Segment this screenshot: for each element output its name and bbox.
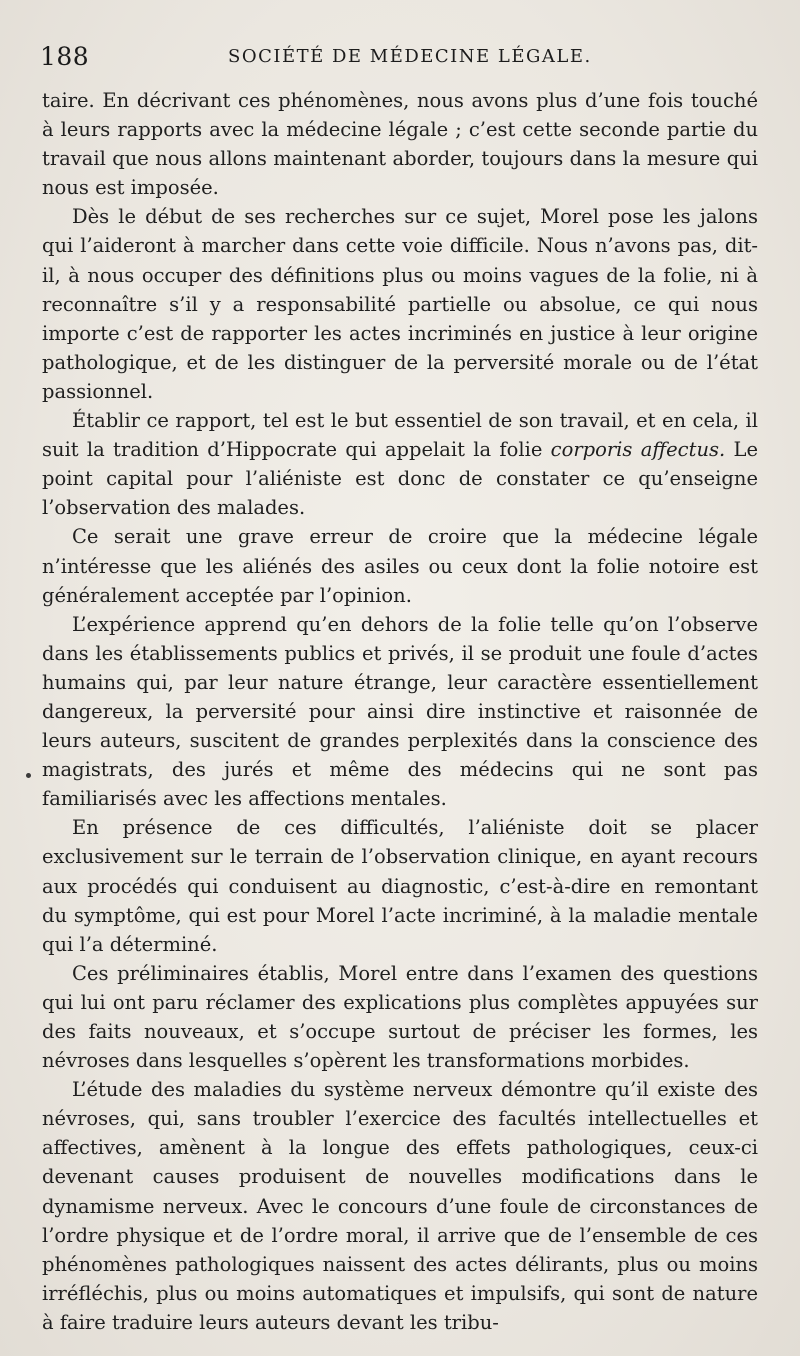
paragraph-5: L’expérience apprend qu’en dehors de la folie telle qu’on l’observe dans les établissements publics et privés, il se produit une foule d’actes humains qui, par leur nature étrange, leur caractère essentiellement dangereux, la perversité pour ainsi dire instinctive et raisonnée de leurs auteurs, suscitent de grandes perplexités dans la conscience des magistrats, des jurés et même des médecins qui ne sont pas familiarisés avec les affections mentales. [42, 612, 758, 811]
paragraph-3-latin-phrase: corporis affectus. [550, 438, 726, 462]
paragraph-1: taire. En décrivant ces phénomènes, nous avons plus d’une fois touché à leurs rapports avec la médecine légale ; c’est cette seconde partie du travail que nous allons maintenant aborder, toujours dans la mesure qui nous est imposée. [42, 89, 758, 200]
ink-speck [26, 773, 31, 778]
paragraph-3-text-a: Établir ce rapport, tel est le but essentiel de son travail, et en cela, il suit la tradition d’Hippocrate qui appelait la folie [42, 409, 758, 462]
paragraph-2: Dès le début de ses recherches sur ce sujet, Morel pose les jalons qui l’aideront à marcher dans cette voie difficile. Nous n’avons pas, dit-il, à nous occuper des définitions plus ou moins vagues de la folie, ni à reconnaître s’il y a responsabilité partielle ou absolue, ce qui nous importe c’est de rapporter les actes incriminés en justice à leur origine pathologique, et de les distinguer de la perversité morale ou de l’état passionnel. [42, 205, 758, 403]
paragraph-8: L’étude des maladies du système nerveux démontre qu’il existe des névroses, qui, sans troubler l’exercice des facultés intellectuelles et affectives, amènent à la longue des effets pathologiques, ceux-ci devenant causes produisent de nouvelles modifications dans le dynamisme nerveux. Avec le concours d’une foule de circonstances de l’ordre physique et de l’ordre moral, il arrive que de l’ensemble de ces phénomènes pathologiques naissent des actes délirants, plus ou moins irréfléchis, plus ou moins automatiques et impulsifs, qui sont de nature à faire traduire leurs auteurs devant les tribu- [42, 1078, 758, 1334]
body-text [42, 86, 758, 1337]
page-header [40, 40, 760, 76]
paragraph-6: En présence de ces difficultés, l’aliéniste doit se placer exclusivement sur le terrain de l’observation clinique, en ayant recours aux procédés qui conduisent au diagnostic, c’est-à-dire en remontant du symptôme, qui est pour Morel l’acte incriminé, à la maladie mentale qui l’a déterminé. [42, 816, 758, 956]
running-head: SOCIÉTÉ DE MÉDECINE LÉGALE. [228, 46, 592, 67]
page-number: 188 [40, 42, 90, 71]
paragraph-3-text-b: Le point capital pour l’aliéniste est donc de constater ce qu’enseigne l’observation des malades. [42, 438, 758, 520]
paragraph-4: Ce serait une grave erreur de croire que la médecine légale n’intéresse que les aliénés des asiles ou ceux dont la folie notoire est généralement acceptée par l’opinion. [42, 525, 758, 607]
paragraph-7: Ces préliminaires établis, Morel entre dans l’examen des questions qui lui ont paru réclamer des explications plus complètes appuyées sur des faits nouveaux, et s’occupe surtout de préciser les formes, les névroses dans lesquelles s’opèrent les transformations morbides. [42, 961, 758, 1073]
paragraph-3 [42, 406, 758, 522]
